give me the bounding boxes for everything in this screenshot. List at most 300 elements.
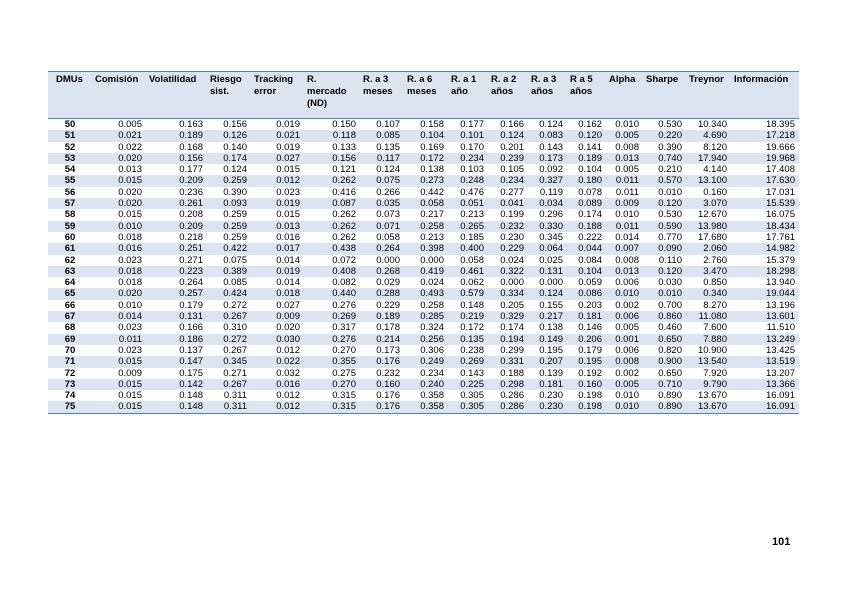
table-cell: 0.146: [578, 322, 602, 334]
table-cell: 0.092: [539, 164, 563, 176]
table-cell: 0.262: [332, 231, 356, 243]
table-cell: 0.176: [376, 390, 400, 402]
table-cell: 0.078: [578, 186, 602, 198]
table-cell: 0.530: [658, 119, 682, 130]
table-cell: 0.002: [615, 367, 639, 379]
table-cell: 0.460: [658, 322, 682, 334]
table-cell: 0.530: [658, 209, 682, 221]
table-cell: 0.084: [578, 254, 602, 266]
table-cell: 0.058: [404, 198, 448, 209]
table-cell: 11.510: [766, 322, 795, 334]
table-cell: 0.103: [460, 164, 484, 176]
table-cell: 7.880: [686, 334, 731, 345]
table-cell: 0.082: [332, 277, 356, 289]
table-cell: 0.305: [460, 390, 484, 402]
table-cell: 0.229: [488, 243, 528, 254]
table-cell: 0.029: [376, 277, 400, 289]
table-cell: 0.174: [207, 153, 251, 164]
table-cell: 0.272: [223, 299, 247, 311]
table-cell: 0.269: [304, 311, 360, 322]
table-row: [48, 187, 799, 198]
table-cell: 0.124: [539, 119, 563, 130]
table-cell: 0.189: [360, 311, 404, 322]
table-cell: 0.137: [179, 344, 203, 356]
table-cell: 0.209: [146, 221, 207, 232]
data-table: [48, 71, 799, 414]
table-cell: 0.340: [686, 288, 731, 299]
table-cell: 0.023: [276, 186, 300, 198]
table-cell: 0.006: [606, 311, 643, 322]
table-cell: 0.010: [606, 401, 643, 413]
table-cell: 0.173: [528, 153, 567, 164]
table-cell: 0.075: [360, 175, 404, 186]
table-row: [48, 209, 799, 220]
table-cell: 0.174: [500, 322, 524, 334]
table-cell: 0.000: [539, 277, 563, 289]
table-cell: 0.156: [146, 153, 207, 164]
table-cell: 0.189: [146, 130, 207, 141]
table-cell: 0.118: [304, 130, 360, 141]
table-cell: 0.011: [615, 186, 639, 198]
table-cell: 0.011: [606, 221, 643, 232]
table-cell: 0.236: [179, 186, 203, 198]
table-cell: 0.400: [448, 243, 488, 254]
column-header: Alpha: [606, 72, 643, 119]
table-cell: 0.209: [146, 175, 207, 186]
dmu-cell: 70: [64, 344, 76, 356]
table-cell: 0.273: [404, 175, 448, 186]
table-cell: 0.185: [460, 231, 484, 243]
table-cell: 10.340: [697, 119, 727, 130]
table-cell: 0.059: [578, 277, 602, 289]
table-cell: 0.120: [643, 266, 686, 277]
table-cell: 0.188: [567, 221, 606, 232]
table-cell: 0.005: [606, 130, 643, 141]
table-cell: 0.398: [404, 243, 448, 254]
table-cell: 0.172: [460, 322, 484, 334]
table-cell: 0.422: [207, 243, 251, 254]
table-cell: 0.101: [448, 130, 488, 141]
table-cell: 0.019: [276, 141, 300, 153]
table-cell: 0.270: [304, 379, 360, 390]
table-cell: 0.126: [207, 130, 251, 141]
table-cell: 0.262: [332, 209, 356, 221]
table-cell: 0.083: [528, 130, 567, 141]
table-cell: 0.166: [179, 322, 203, 334]
table-cell: 0.073: [376, 209, 400, 221]
table-cell: 0.329: [488, 311, 528, 322]
table-cell: 0.023: [118, 322, 142, 334]
table-cell: 0.650: [643, 334, 686, 345]
table-cell: 0.330: [528, 221, 567, 232]
table-cell: 0.034: [528, 198, 567, 209]
table-row: [48, 153, 799, 164]
table-cell: 0.012: [251, 175, 304, 186]
table-cell: 13.540: [686, 356, 731, 367]
column-header: R a 5 años: [567, 72, 606, 119]
table-cell: 0.124: [376, 164, 400, 176]
table-cell: 0.013: [606, 153, 643, 164]
table-cell: 0.000: [376, 254, 400, 266]
dmu-cell: 64: [64, 277, 76, 289]
table-cell: 0.010: [118, 299, 142, 311]
table-row: [48, 130, 799, 141]
table-cell: 0.262: [304, 221, 360, 232]
table-cell: 0.072: [332, 254, 356, 266]
table-cell: 3.470: [686, 266, 731, 277]
dmu-cell: 72: [64, 367, 76, 379]
table-cell: 0.172: [404, 153, 448, 164]
header-row: [48, 72, 799, 119]
dmu-cell: 62: [64, 254, 76, 266]
table-cell: 0.890: [643, 401, 686, 413]
table-cell: 0.058: [376, 231, 400, 243]
table-cell: 19.044: [731, 288, 799, 299]
table-cell: 0.166: [500, 119, 524, 130]
table-cell: 0.005: [615, 322, 639, 334]
table-cell: 17.031: [765, 186, 795, 198]
table-cell: 0.222: [578, 231, 602, 243]
table-row: [48, 379, 799, 390]
table-cell: 0.160: [703, 186, 727, 198]
table-cell: 0.013: [251, 221, 304, 232]
table-cell: 0.198: [567, 401, 606, 413]
page-number: 101: [772, 536, 791, 548]
table-cell: 0.015: [276, 164, 300, 176]
table-cell: 0.121: [332, 164, 356, 176]
table-cell: 0.248: [448, 175, 488, 186]
table-cell: 0.169: [420, 141, 444, 153]
column-header: DMUs: [48, 72, 92, 119]
table-cell: 0.225: [448, 379, 488, 390]
table-row: [48, 322, 799, 333]
table-cell: 0.010: [615, 119, 639, 130]
table-cell: 0.170: [460, 141, 484, 153]
table-cell: 0.390: [223, 186, 247, 198]
table-cell: 0.286: [500, 390, 524, 402]
table-cell: 0.265: [448, 221, 488, 232]
table-cell: 17.940: [686, 153, 731, 164]
table-cell: 0.207: [528, 356, 567, 367]
table-cell: 0.256: [404, 334, 448, 345]
table-cell: 0.820: [658, 344, 682, 356]
table-cell: 0.175: [179, 367, 203, 379]
table-cell: 0.296: [539, 209, 563, 221]
table-cell: 0.012: [276, 344, 300, 356]
table-cell: 0.020: [118, 186, 142, 198]
table-cell: 4.690: [686, 130, 731, 141]
table-row: [48, 277, 799, 288]
table-row: [48, 300, 799, 311]
dmu-cell: 71: [48, 356, 92, 367]
table-cell: 0.424: [207, 288, 251, 299]
table-cell: 0.210: [658, 164, 682, 176]
table-cell: 0.270: [332, 344, 356, 356]
table-cell: 0.180: [567, 175, 606, 186]
dmu-cell: 68: [64, 322, 76, 334]
table-cell: 0.251: [146, 243, 207, 254]
table-cell: 0.310: [223, 322, 247, 334]
table-cell: 0.012: [276, 390, 300, 402]
table-row: [48, 334, 799, 345]
table-cell: 0.219: [448, 311, 488, 322]
dmu-cell: 57: [48, 198, 92, 209]
table-cell: 2.060: [686, 243, 731, 254]
table-cell: 0.064: [528, 243, 567, 254]
table-cell: 0.150: [332, 119, 356, 130]
table-cell: 0.009: [118, 367, 142, 379]
table-cell: 0.261: [146, 198, 207, 209]
table-cell: 0.015: [92, 379, 146, 390]
table-cell: 0.195: [539, 344, 563, 356]
table-cell: 0.014: [276, 277, 300, 289]
table-cell: 0.590: [643, 221, 686, 232]
table-cell: 0.258: [420, 299, 444, 311]
table-row: [48, 345, 799, 356]
table-row: [48, 243, 799, 254]
table-cell: 0.005: [606, 379, 643, 390]
table-row: [48, 368, 799, 379]
table-cell: 0.007: [606, 243, 643, 254]
table-body: [48, 119, 799, 414]
table-cell: 0.271: [223, 367, 247, 379]
table-cell: 0.148: [179, 390, 203, 402]
table-row: [48, 142, 799, 153]
dmu-cell: 59: [48, 221, 92, 232]
table-cell: 0.075: [223, 254, 247, 266]
column-header: Comisión: [92, 72, 146, 119]
table-cell: 0.016: [92, 243, 146, 254]
table-cell: 0.181: [528, 379, 567, 390]
table-cell: 0.030: [658, 277, 682, 289]
table-cell: 0.419: [404, 266, 448, 277]
table-cell: 13.100: [686, 175, 731, 186]
dmu-cell: 58: [64, 209, 76, 221]
table-cell: 0.900: [643, 356, 686, 367]
table-cell: 3.070: [686, 198, 731, 209]
table-cell: 0.005: [615, 164, 639, 176]
table-row: [48, 119, 799, 131]
table-cell: 0.461: [448, 266, 488, 277]
table-cell: 0.015: [118, 390, 142, 402]
table-cell: 16.091: [765, 390, 795, 402]
table-cell: 0.199: [500, 209, 524, 221]
table-cell: 0.440: [304, 288, 360, 299]
dmu-cell: 75: [48, 401, 92, 413]
table-cell: 0.179: [179, 299, 203, 311]
table-cell: 0.217: [420, 209, 444, 221]
table-row: [48, 175, 799, 186]
table-cell: 0.013: [606, 266, 643, 277]
table-cell: 0.160: [360, 379, 404, 390]
table-cell: 0.156: [223, 119, 247, 130]
table-cell: 0.579: [448, 288, 488, 299]
table-cell: 0.143: [539, 141, 563, 153]
table-row: [48, 255, 799, 266]
dmu-cell: 60: [64, 231, 76, 243]
table-cell: 0.025: [539, 254, 563, 266]
table-cell: 0.124: [528, 288, 567, 299]
table-cell: 0.201: [500, 141, 524, 153]
table-cell: 0.355: [304, 356, 360, 367]
table-cell: 0.158: [420, 119, 444, 130]
table-cell: 0.259: [207, 175, 251, 186]
table-cell: 0.198: [578, 390, 602, 402]
table-cell: 0.013: [118, 164, 142, 176]
table-cell: 0.148: [146, 401, 207, 413]
table-cell: 0.189: [567, 153, 606, 164]
table-cell: 0.192: [578, 367, 602, 379]
table-cell: 0.020: [92, 153, 146, 164]
table-cell: 0.163: [179, 119, 203, 130]
table-cell: 0.345: [539, 231, 563, 243]
table-cell: 0.120: [567, 130, 606, 141]
dmu-cell: 51: [48, 130, 92, 141]
table-cell: 8.120: [703, 141, 727, 153]
table-cell: 0.131: [146, 311, 207, 322]
table-cell: 0.023: [118, 254, 142, 266]
table-cell: 13.196: [765, 299, 795, 311]
table-cell: 0.020: [92, 198, 146, 209]
table-cell: 18.298: [731, 266, 799, 277]
table-cell: 0.476: [460, 186, 484, 198]
table-cell: 17.761: [765, 231, 795, 243]
table-row: [48, 164, 799, 175]
table-cell: 7.600: [703, 322, 727, 334]
table-cell: 0.156: [304, 153, 360, 164]
table-cell: 0.257: [146, 288, 207, 299]
table-cell: 0.181: [567, 311, 606, 322]
table-cell: 0.322: [488, 266, 528, 277]
table-cell: 0.105: [500, 164, 524, 176]
column-header: Sharpe: [643, 72, 686, 119]
table-cell: 0.416: [332, 186, 356, 198]
table-cell: 0.041: [488, 198, 528, 209]
dmu-cell: 50: [64, 119, 76, 130]
table-cell: 0.229: [376, 299, 400, 311]
table-cell: 0.010: [615, 390, 639, 402]
table-cell: 0.030: [251, 334, 304, 345]
table-cell: 0.710: [643, 379, 686, 390]
table-cell: 0.177: [179, 164, 203, 176]
column-header: R. mercado (ND): [304, 72, 360, 119]
table-cell: 0.147: [146, 356, 207, 367]
table-cell: 0.230: [539, 390, 563, 402]
column-header: Tracking error: [251, 72, 304, 119]
table-cell: 0.267: [207, 311, 251, 322]
table-row: [48, 232, 799, 243]
dmu-cell: 53: [48, 153, 92, 164]
table-cell: 0.195: [567, 356, 606, 367]
column-header: R. a 1 año: [448, 72, 488, 119]
table-cell: 0.019: [251, 266, 304, 277]
table-cell: 0.264: [179, 277, 203, 289]
table-cell: 0.010: [643, 288, 686, 299]
table-cell: 17.680: [697, 231, 727, 243]
table-cell: 0.006: [615, 344, 639, 356]
table-cell: 0.110: [658, 254, 682, 266]
table-cell: 0.234: [448, 153, 488, 164]
table-cell: 0.232: [488, 221, 528, 232]
table-cell: 0.285: [404, 311, 448, 322]
dmu-cell: 52: [64, 141, 76, 153]
table-cell: 0.018: [251, 288, 304, 299]
table-cell: 0.131: [528, 266, 567, 277]
table-cell: 0.205: [500, 299, 524, 311]
table-cell: 0.315: [304, 401, 360, 413]
table-row: [48, 356, 799, 367]
table-cell: 0.124: [488, 130, 528, 141]
table-cell: 0.311: [223, 390, 247, 402]
table-cell: 0.213: [460, 209, 484, 221]
table-cell: 0.119: [539, 186, 563, 198]
table-cell: 0.269: [448, 356, 488, 367]
table-cell: 0.104: [404, 130, 448, 141]
table-cell: 0.267: [223, 344, 247, 356]
table-cell: 0.275: [332, 367, 356, 379]
table-cell: 2.760: [703, 254, 727, 266]
table-cell: 0.317: [332, 322, 356, 334]
table-cell: 0.570: [643, 175, 686, 186]
table-cell: 0.234: [488, 175, 528, 186]
table-cell: 0.262: [304, 175, 360, 186]
table-cell: 0.062: [460, 277, 484, 289]
table-cell: 0.085: [360, 130, 404, 141]
table-cell: 0.139: [539, 367, 563, 379]
table-cell: 0.271: [179, 254, 203, 266]
table-cell: 17.408: [765, 164, 795, 176]
dmu-cell: 61: [48, 243, 92, 254]
table-cell: 0.009: [606, 198, 643, 209]
table-cell: 0.220: [643, 130, 686, 141]
table-cell: 0.258: [404, 221, 448, 232]
table-cell: 0.005: [118, 119, 142, 130]
table-cell: 0.015: [92, 175, 146, 186]
table-cell: 0.104: [578, 164, 602, 176]
table-cell: 8.270: [703, 299, 727, 311]
table-cell: 0.010: [658, 186, 682, 198]
table-cell: 0.027: [276, 299, 300, 311]
dmu-cell: 63: [48, 266, 92, 277]
table-cell: 0.188: [500, 367, 524, 379]
table-cell: 0.019: [276, 119, 300, 130]
table-cell: 0.277: [500, 186, 524, 198]
table-cell: 0.015: [276, 209, 300, 221]
table-cell: 0.124: [223, 164, 247, 176]
table-cell: 0.203: [578, 299, 602, 311]
table-row: [48, 221, 799, 232]
table-cell: 0.438: [304, 243, 360, 254]
table-cell: 17.218: [731, 130, 799, 141]
dmu-cell: 66: [64, 299, 76, 311]
column-header: Treynor: [686, 72, 731, 119]
table-cell: 0.249: [404, 356, 448, 367]
table-cell: 0.141: [578, 141, 602, 153]
table-cell: 18.434: [731, 221, 799, 232]
table-cell: 0.135: [448, 334, 488, 345]
table-cell: 0.022: [251, 356, 304, 367]
table-cell: 0.408: [304, 266, 360, 277]
table-cell: 0.173: [376, 344, 400, 356]
table-cell: 0.024: [420, 277, 444, 289]
table-cell: 0.021: [251, 130, 304, 141]
column-header: R. a 2 años: [488, 72, 528, 119]
table-cell: 0.700: [658, 299, 682, 311]
table-cell: 0.008: [615, 254, 639, 266]
column-header: R. a 6 meses: [404, 72, 448, 119]
table-cell: 7.920: [703, 367, 727, 379]
table-cell: 0.232: [376, 367, 400, 379]
